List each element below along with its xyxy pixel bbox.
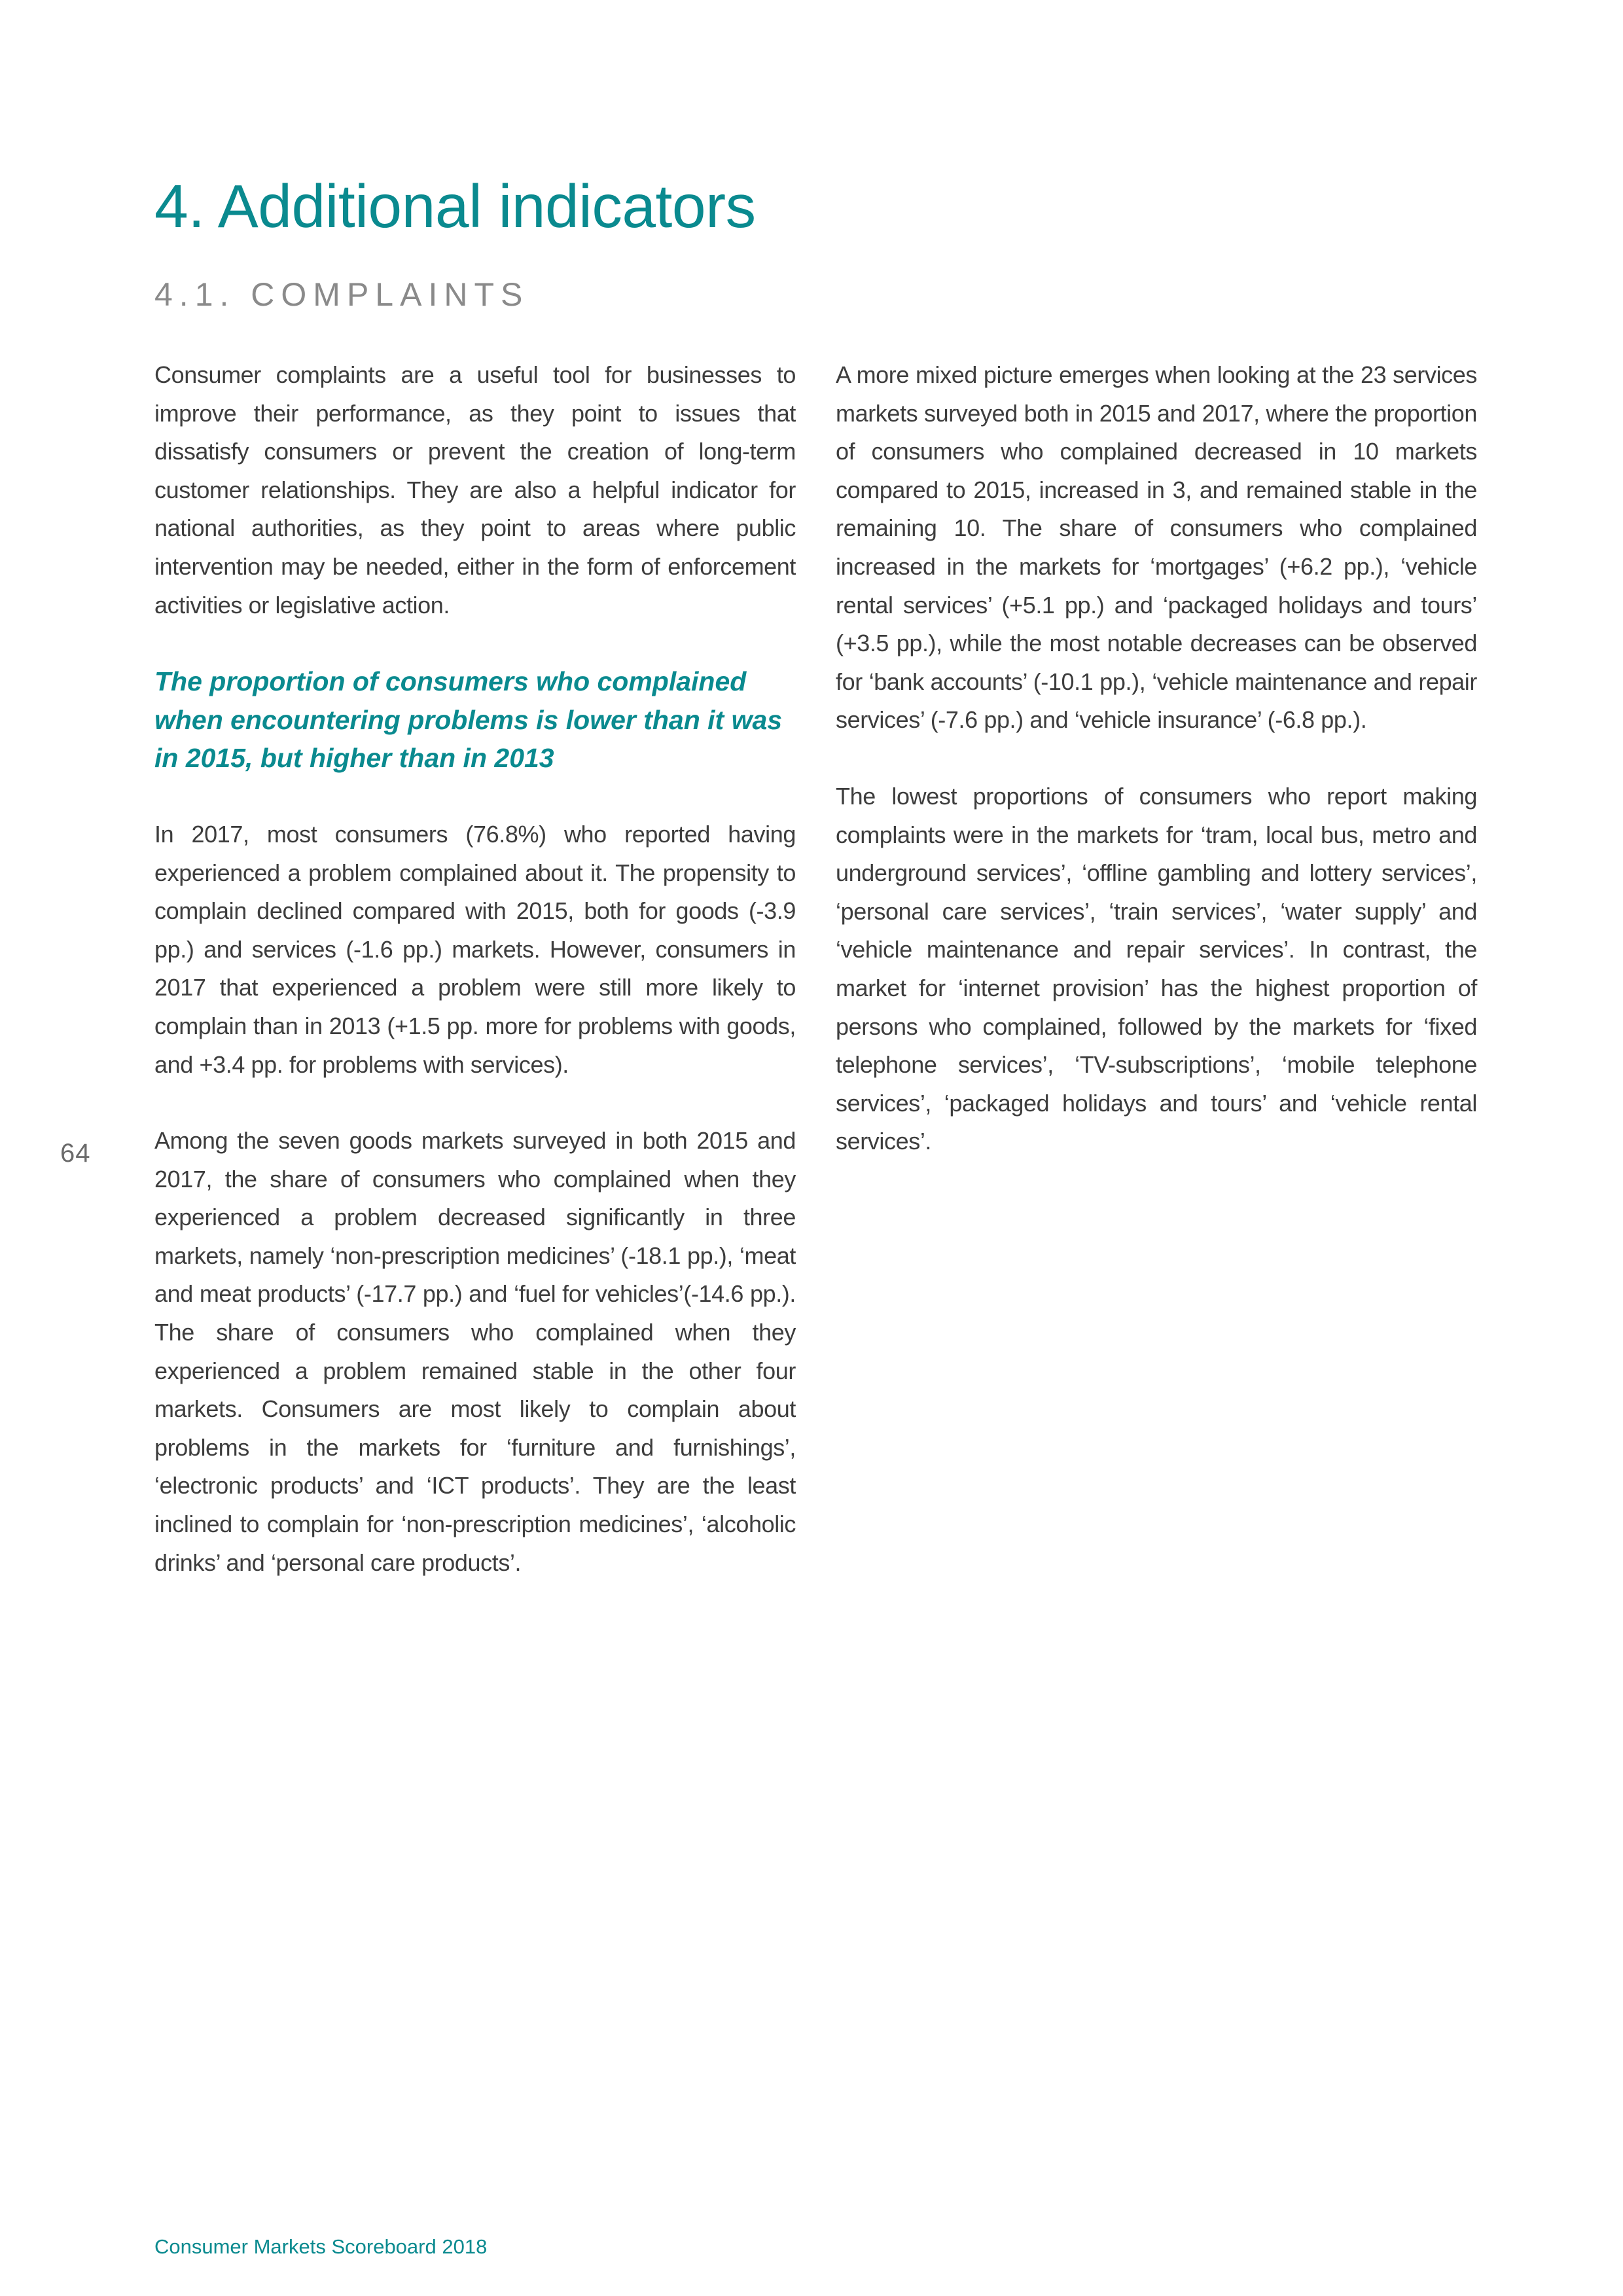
left-paragraph-goods-markets: Among the seven goods markets surveyed in both 2015 and 2017, the share of consumers who complained when they experienced a problem decreased significantly in three markets, namely ‘non-prescription medicines’ (-18.1 pp.), ‘meat and meat products’ (-17.7 pp.) and ‘fuel for vehicles’(-14.6 pp.). The share of consumers who complained when they experienced a problem remained stable in the other four markets. Consumers are most likely to complain about problems in the markets for ‘furniture and furnishings’, ‘electronic products’ and ‘ICT products’. They are the least inclined to complain for ‘non-prescription medicines’, ‘alcoholic drinks’ and ‘personal care products’. xyxy=(154,1127,796,1576)
section-title: 4.1. COMPLAINTS xyxy=(154,276,529,313)
left-paragraph-propensity: In 2017, most consumers (76.8%) who reported having experienced a problem complained about it. The propensity to complain declined compared with 2015, both for goods (-3.9 pp.) and services (-1.6 pp.) markets. However, consumers in 2017 that experienced a problem were still more likely to complain than in 2013 (+1.5 pp. more for problems with goods, and +3.4 pp. for problems with services). xyxy=(154,820,796,1078)
right-paragraph-services-markets: A more mixed picture emerges when looking at the 23 services markets surveyed both in 2015 and 2017, where the proportion of consumers who complained decreased in 10 markets compared to 2015, increased in 3, and remained stable in the remaining 10. The share of consumers who complained increased in the markets for ‘mortgages’ (+6.2 pp.), ‘vehicle rental services’ (+5.1 pp.) and ‘packaged holidays and tours’ (+3.5 pp.), while the most notable decreases can be observed for ‘bank accounts’ (-10.1 pp.), ‘vehicle maintenance and repair services’ (-7.6 pp.) and ‘vehicle insurance’ (-6.8 pp.). xyxy=(836,361,1477,734)
highlight-subheading: The proportion of consumers who complained when encountering problems is lower than it was in 2015, but higher than in 2013 xyxy=(154,666,783,774)
page-number: 64 xyxy=(60,1139,91,1168)
footer-publication-title: Consumer Markets Scoreboard 2018 xyxy=(154,2235,488,2258)
right-paragraph-lowest-proportions: The lowest proportions of consumers who report making complaints were in the markets for ‘tram, local bus, metro and underground services’, ‘offline gambling and lottery services’, ‘personal care services’, ‘train services’, ‘water supply’ and ‘vehicle maintenance and repair services’. In contrast, the market for ‘internet provision’ has the highest proportion of persons who complained, followed by the markets for ‘fixed telephone services’, ‘TV-subscriptions’, ‘mobile telephone services’, ‘packaged holidays and tours’ and ‘vehicle rental services’. xyxy=(836,782,1477,1155)
left-paragraph-intro: Consumer complaints are a useful tool for businesses to improve their performance, as they point to issues that dissatisfy consumers or prevent the creation of long-term customer relationships. They are also a helpful indicator for national authorities, as they point to areas where public intervention may be needed, either in the form of enforcement activities or legislative action. xyxy=(154,361,796,619)
chapter-title: 4. Additional indicators xyxy=(154,172,756,240)
right-column xyxy=(836,356,1477,1199)
left-column xyxy=(154,356,796,1620)
